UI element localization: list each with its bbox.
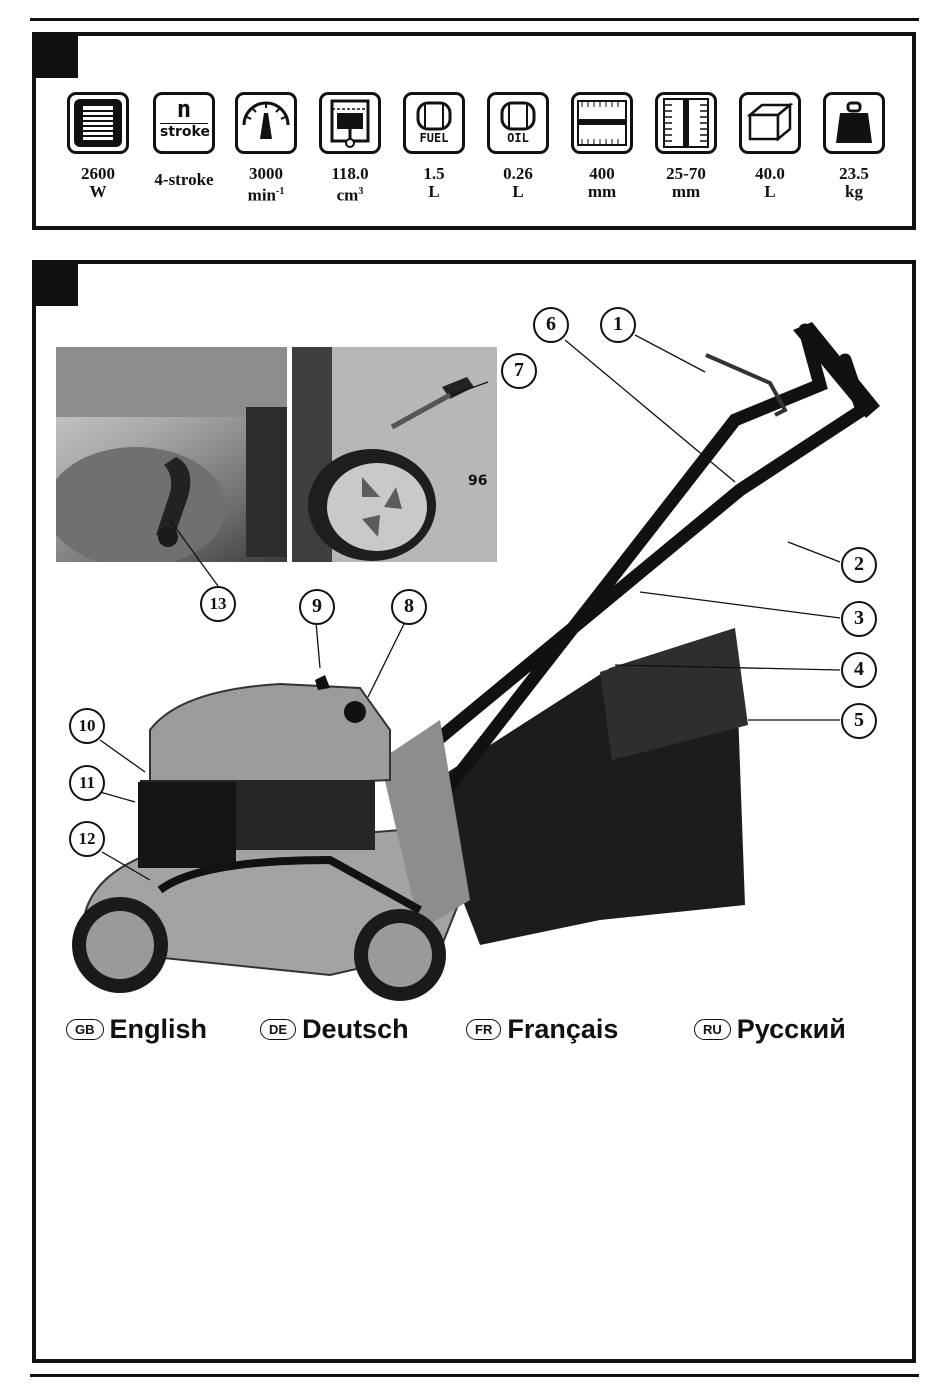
spec-unit: L xyxy=(428,182,440,201)
callout-10: 10 xyxy=(69,708,105,744)
spec-unit: kg xyxy=(845,182,863,201)
language-code: RU xyxy=(694,1019,731,1040)
stroke-icon-n: n xyxy=(176,95,192,123)
language-german[interactable] xyxy=(260,1014,409,1045)
detail-photo-label: 96 xyxy=(468,473,488,489)
spec-value: 23.5 xyxy=(839,164,869,183)
spec-value: 4-stroke xyxy=(154,170,214,189)
language-french[interactable] xyxy=(466,1014,618,1045)
callout-7: 7 xyxy=(501,353,537,389)
callout-5: 5 xyxy=(841,703,877,739)
callout-13: 13 xyxy=(200,586,236,622)
spec-unit: W xyxy=(89,182,107,201)
callout-4: 4 xyxy=(841,652,877,688)
spec-value: 25-70 xyxy=(666,164,706,183)
callout-8: 8 xyxy=(391,589,427,625)
language-russian[interactable] xyxy=(694,1014,846,1045)
spec-unit: L xyxy=(764,182,776,201)
spec-value: 400 xyxy=(589,164,615,183)
language-name: Deutsch xyxy=(302,1014,409,1044)
bottom-rule xyxy=(30,1374,919,1377)
spec-value: 1.5 xyxy=(423,164,445,183)
language-name: English xyxy=(109,1014,208,1044)
spec-value: 3000 xyxy=(249,164,283,183)
oil-label: OIL xyxy=(507,131,529,145)
callout-1: 1 xyxy=(600,307,636,343)
callout-11: 11 xyxy=(69,765,105,801)
spec-value: 2600 xyxy=(81,164,115,183)
spec-value: 0.26 xyxy=(503,164,533,183)
language-code: DE xyxy=(260,1019,296,1040)
spec-value: 118.0 xyxy=(331,164,369,183)
callout-9: 9 xyxy=(299,589,335,625)
language-name: Français xyxy=(507,1014,619,1044)
fuel-label: FUEL xyxy=(419,131,449,145)
callout-6: 6 xyxy=(533,307,569,343)
language-code: FR xyxy=(466,1019,501,1040)
spec-unit: mm xyxy=(671,182,701,201)
callout-2: 2 xyxy=(841,547,877,583)
spec-unit: $cm^3$ xyxy=(336,185,364,205)
language-code: GB xyxy=(66,1019,104,1040)
spec-unit: mm xyxy=(587,182,617,201)
spec-value: 40.0 xyxy=(755,164,785,183)
language-english[interactable] xyxy=(66,1014,207,1045)
spec-unit: $\min^{-1}$ xyxy=(247,185,285,205)
callout-3: 3 xyxy=(841,601,877,637)
language-name: Русский xyxy=(736,1014,846,1044)
callout-12: 12 xyxy=(69,821,105,857)
stroke-icon-text: stroke xyxy=(160,124,210,140)
spec-unit: L xyxy=(512,182,524,201)
